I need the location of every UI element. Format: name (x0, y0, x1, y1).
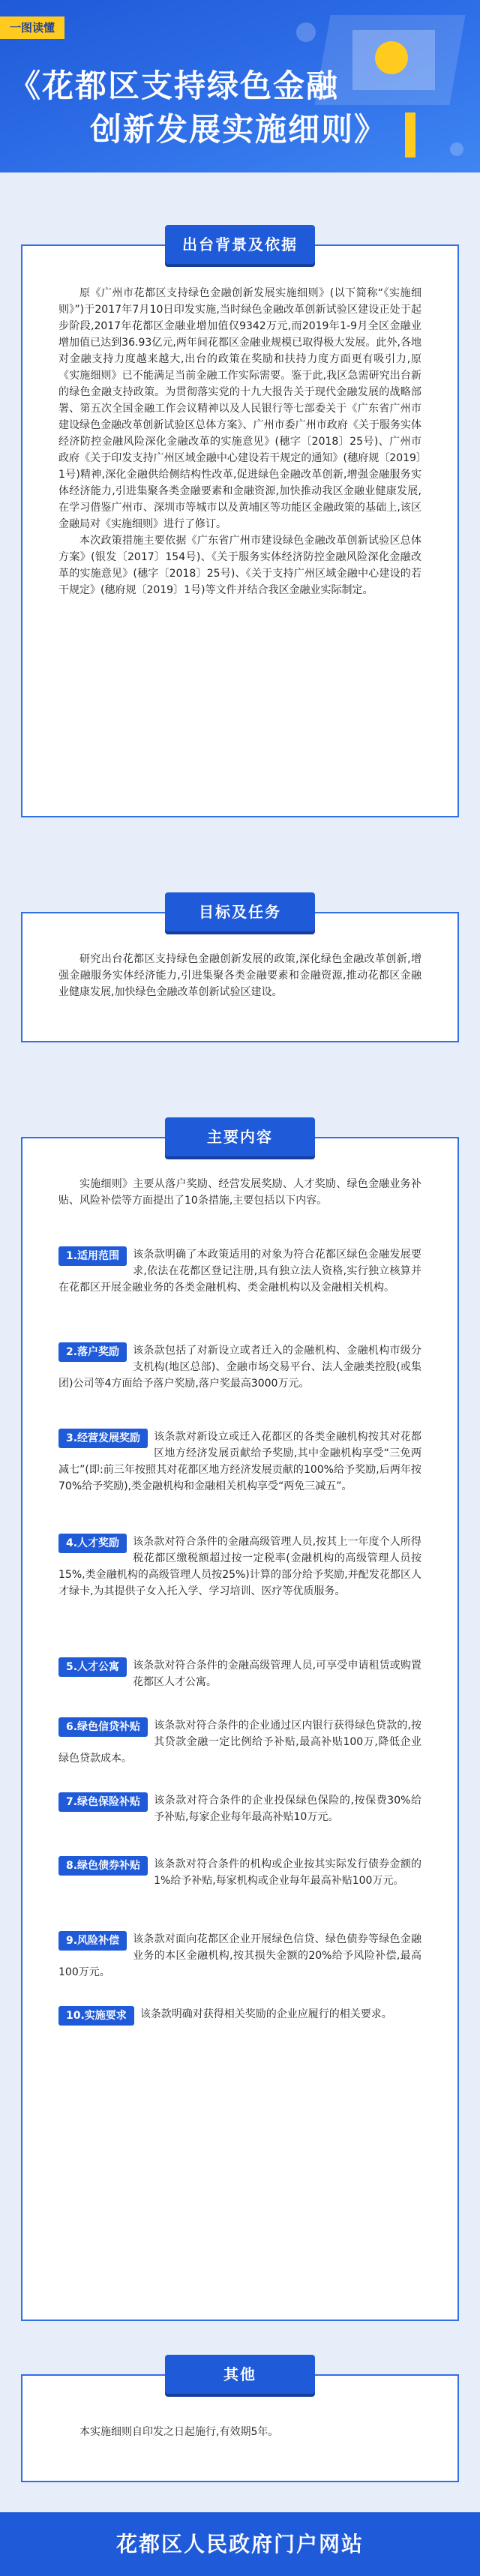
bubble-decoration (450, 142, 464, 156)
item-text: 该条款对面向花都区企业开展绿色信贷、绿色债券等绿色金融业务的本区金融机构,按其损失金额的20%给予风险补偿,最高100万元。 (58, 1933, 422, 1978)
list-item (58, 1657, 422, 1690)
main-section (21, 1117, 459, 2321)
item-badge: 8.绿色债券补贴 (58, 1856, 148, 1876)
list-item (58, 2006, 422, 2026)
header-banner (0, 0, 480, 172)
site-footer[interactable]: 花都区人民政府门户网站 (0, 2512, 480, 2576)
list-item (58, 1246, 422, 1296)
item-text: 该条款对符合条件的企业投保绿色保险的,按保费30%给予补贴,每家企业每年最高补贴10万元。 (154, 1795, 422, 1823)
coin-icon (375, 41, 408, 74)
bubble-decoration (296, 22, 316, 42)
background-paragraph: 本次政策措施主要依据《广东省广州市建设绿色金融改革创新试验区总体方案》(银发〔2017〕154号)、《关于服务实体经济防控金融风险深化金融改革的实施意见》(穗字〔2018〕25号)、《关于支持广州区域金融中心建设的若干规定》(穗府规〔2019〕1号)等文件并结合我区金融业实际制定。 (58, 535, 422, 596)
intro-tag: 一图读懂 (0, 16, 64, 39)
item-text: 该条款对符合条件的机构或企业按其实际发行债券金额的1%给予补贴,每家机构或企业每年最高补贴100万元。 (154, 1858, 422, 1887)
list-item (58, 1792, 422, 1825)
item-badge: 5.人才公寓 (58, 1657, 127, 1677)
section-title-main: 主要内容 (165, 1117, 315, 1156)
background-paragraph: 原《广州市花都区支持绿色金融创新发展实施细则》(以下简称“《实施细则》”)于2017年7月10日印发实施,当时绿色金融改革创新试验区建设正处于起步阶段,2017年花都区金融业增加值仅9342万元,而2019年1-9月全区金融业增加值已达到36.93亿元,两年间花都区金融业规模已取得极大发展。此外,各地对金融支持力度越来越大,出台的政策在奖励和扶持力度方面更有吸引力,原《实施细则》已不能满足当前金融工作实际需要。鉴于此,我区急需研究出台新的绿色金融支持政策。为贯彻落实党的十九大报告关于现代金融发展的战略部署、第五次全国金融工作会议精神以及人民银行等七部委关于《广东省广州市建设绿色金融改革创新试验区总体方案》、广州市委广州市政府《关于服务实体经济防控金融风险深化金融改革的实施意见》(穗字〔2018〕25号)、广州市政府《关于印发支持广州区域金融中心建设若干规定的通知》(穗府规〔2019〕1号)精神,深化金融供给侧结构性改革,促进绿色金融改革创新,增强金融服务实体经济能力,引进集聚各类金融要素和金融资源,加快推动我区金融业健康发展,在学习借鉴广州市、深圳市等城市以及黄埔区等功能区金融政策的基础上,该区金融局对《实施细则》进行了修订。 (58, 287, 422, 530)
list-item (58, 1856, 422, 1889)
list-item (58, 1534, 422, 1600)
item-text: 该条款对符合条件的金融高级管理人员,按其上一年度个人所得税花都区缴税额超过按一定税率(金融机构的高级管理人员按15%,类金融机构的高级管理人员按25%)计算的部分给予奖励,并配发花都区人才绿卡,为其提供子女入托入学、学习培训、医疗等优质服务。 (58, 1536, 422, 1597)
section-title-background: 出台背景及依据 (165, 225, 315, 264)
other-body: 本实施细则自印发之日起施行,有效期5年。 (80, 2426, 279, 2438)
main-intro: 实施细则》主要从落户奖励、经营发展奖励、人才奖励、绿色金融业务补贴、风险补偿等方面提出了10条措施,主要包括以下内容。 (58, 1178, 422, 1207)
item-badge: 4.人才奖励 (58, 1534, 127, 1553)
other-section (21, 2355, 459, 2482)
item-text: 该条款对符合条件的金融高级管理人员,可享受申请租赁或购置花都区人才公寓。 (133, 1660, 422, 1688)
section-title-other: 其他 (165, 2355, 315, 2394)
list-item (58, 1429, 422, 1495)
item-badge: 3.经营发展奖励 (58, 1429, 148, 1448)
list-item (58, 1342, 422, 1392)
page-title-line2: 创新发展实施细则》 (90, 111, 388, 148)
item-text: 该条款包括了对新设立或者迁入的金融机构、金融机构市级分支机构(地区总部)、金融市场交易平台、法人金融类控股(或集团)公司等4方面给予落户奖励,落户奖最高3000万元。 (58, 1345, 422, 1390)
item-text: 该条款明确对获得相关奖励的企业应履行的相关要求。 (140, 2008, 392, 2020)
item-badge: 9.风险补偿 (58, 1931, 127, 1951)
page-title-line1: 《花都区支持绿色金融 (9, 67, 340, 104)
item-text: 该条款对新设立或迁入花都区的各类金融机构按其对花都区地方经济发展贡献给予奖励,其中金融机构享受“三免两减七”(即:前三年按照其对花都区地方经济发展贡献的100%给予奖励,后两年按70%给予奖励),类金融机构和金融相关机构享受“两免三减五”。 (58, 1431, 422, 1492)
item-badge: 1.适用范围 (58, 1246, 127, 1266)
goals-body: 研究出台花都区支持绿色金融创新发展的政策,深化绿色金融改革创新,增强金融服务实体经济能力,引进集聚各类金融要素和金融资源,推动花都区金融业健康发展,加快绿色金融改革创新试验区建设。 (58, 953, 422, 998)
item-badge: 6.绿色信贷补贴 (58, 1717, 148, 1737)
item-badge: 2.落户奖励 (58, 1342, 127, 1362)
list-item (58, 1931, 422, 1981)
item-badge: 10.实施要求 (58, 2006, 134, 2026)
item-badge: 7.绿色保险补贴 (58, 1792, 148, 1812)
person-illustration (405, 112, 416, 157)
item-text: 该条款明确了本政策适用的对象为符合花都区绿色金融发展要求,依法在花都区登记注册,具有独立法人资格,实行独立核算并在花都区开展金融业务的各类金融机构、类金融机构以及金融相关机构。 (58, 1249, 422, 1294)
background-body (58, 285, 422, 598)
background-section (21, 225, 459, 817)
item-text: 该条款对符合条件的企业通过区内银行获得绿色贷款的,按其贷款金融一定比例给予补贴,最高补贴100万,降低企业绿色贷款成本。 (58, 1720, 422, 1765)
section-title-goals: 目标及任务 (165, 892, 315, 931)
goals-section (21, 892, 459, 1042)
list-item (58, 1717, 422, 1767)
